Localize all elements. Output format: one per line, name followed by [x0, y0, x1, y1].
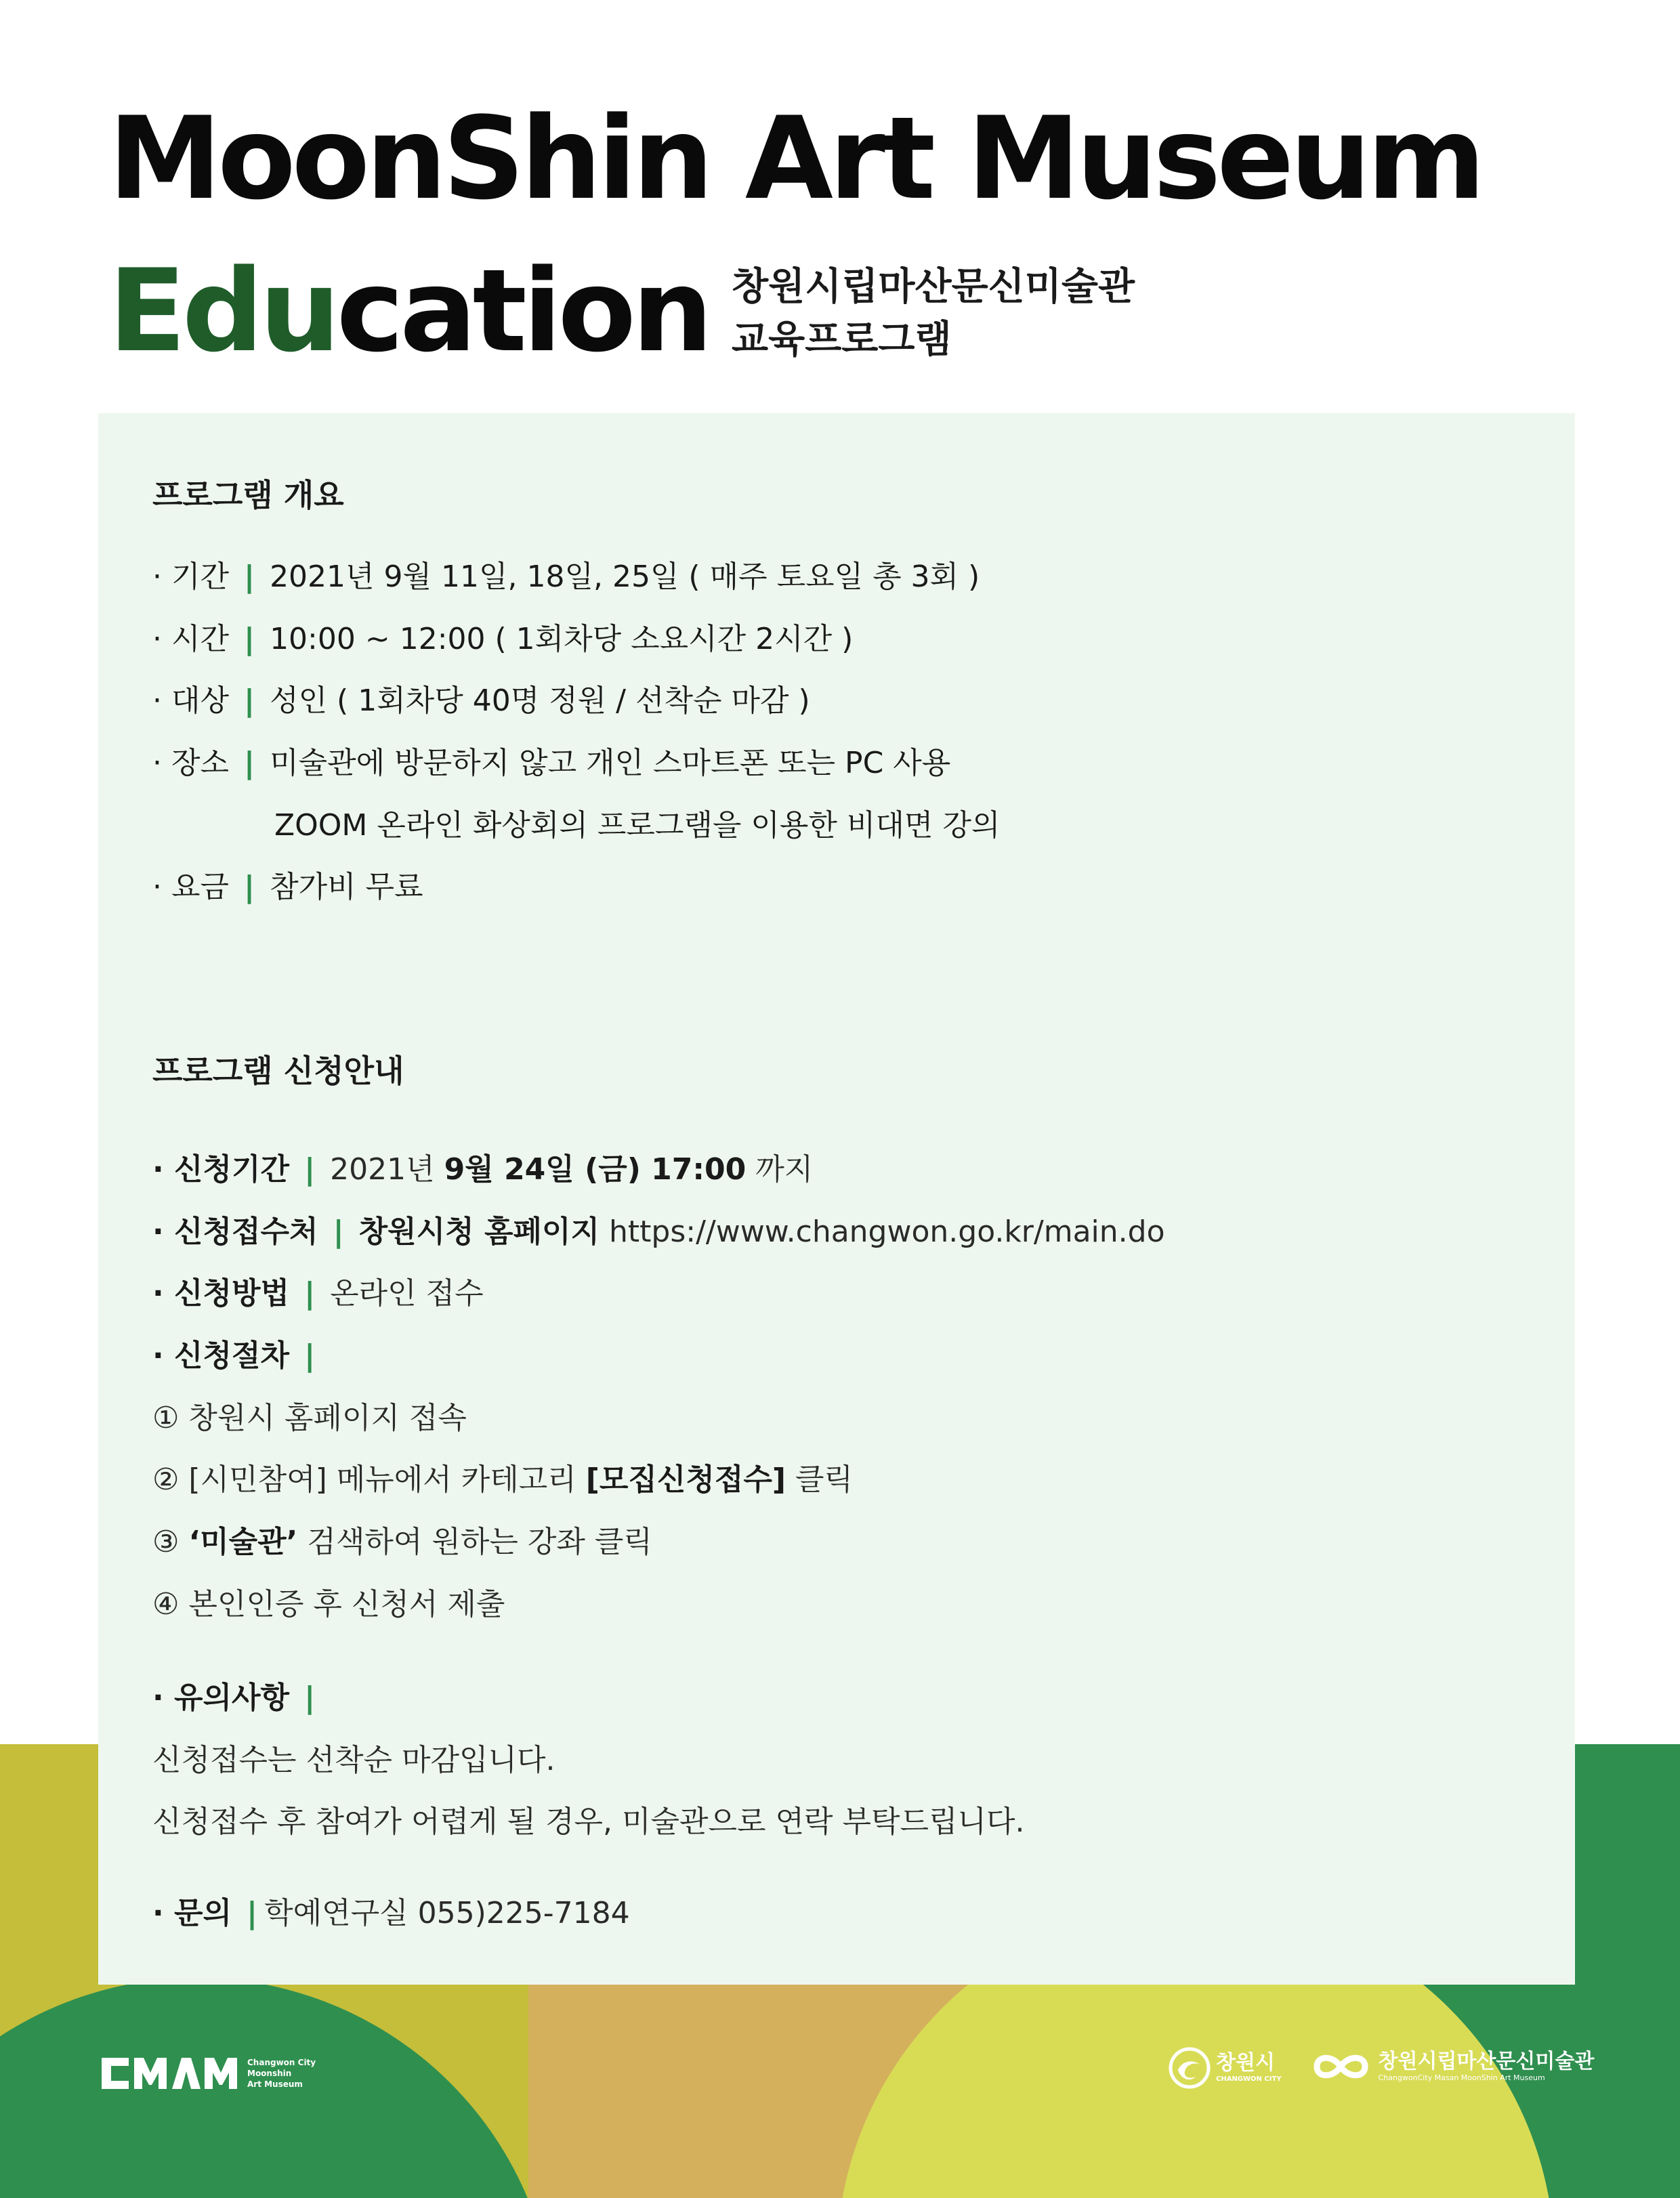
procedure-step-1 — [152, 1393, 467, 1437]
row-label: · 신청접수처 — [152, 1214, 318, 1249]
row-label: · 신청절차 — [152, 1338, 290, 1373]
application-heading: 프로그램 신청안내 — [152, 1053, 404, 1089]
row-separator: | — [304, 1152, 316, 1187]
step-text-end: 검색하여 원하는 강좌 클릭 — [297, 1525, 652, 1559]
row-label: · 문의 — [152, 1896, 232, 1930]
row-value: 10:00 ~ 12:00 ( 1회차당 소요시간 2시간 ) — [270, 622, 854, 656]
info-panel — [98, 413, 1575, 1985]
row-label: · 신청방법 — [152, 1276, 290, 1311]
notes-line-1 — [152, 1735, 555, 1779]
row-separator: | — [243, 622, 255, 656]
logo-text-line: Changwon City — [247, 2058, 316, 2067]
changwon-city-logo — [1169, 2047, 1282, 2089]
row-separator: | — [247, 1896, 258, 1930]
overview-row-target — [152, 676, 810, 719]
contact-row — [152, 1888, 630, 1932]
step-text: ① 창원시 홈페이지 접속 — [152, 1401, 467, 1435]
application-row-reception — [152, 1207, 1165, 1250]
row-value: ZOOM 온라인 화상회의 프로그램을 이용한 비대면 강의 — [274, 808, 1001, 843]
footer-logos — [1169, 2047, 1594, 2089]
procedure-step-4 — [152, 1580, 505, 1623]
row-separator: | — [243, 683, 255, 718]
row-label: · 장소 — [152, 746, 229, 780]
logo-text-line: Art Museum — [247, 2079, 303, 2089]
row-value: 참가비 무료 — [270, 870, 423, 904]
education-title-rest: cation — [336, 245, 709, 377]
cmam-logo-text — [247, 2057, 316, 2090]
procedure-step-2 — [152, 1455, 853, 1498]
application-row-procedure — [152, 1331, 330, 1374]
row-separator: | — [243, 746, 255, 780]
row-separator: | — [304, 1276, 316, 1311]
overview-row-period — [152, 552, 980, 595]
changwon-logo-english: CHANGWON CITY — [1216, 2075, 1282, 2083]
logo-text-line: Moonshin — [247, 2069, 292, 2078]
row-label: · 요금 — [152, 870, 229, 904]
notes-heading-row — [152, 1673, 330, 1716]
period-year: 2021년 — [330, 1152, 435, 1187]
row-separator: | — [243, 559, 255, 594]
notes-line-2 — [152, 1797, 1024, 1840]
row-separator: | — [243, 870, 255, 904]
museum-logo-english: ChangwonCity Masan MoonShin Art Museum — [1378, 2073, 1545, 2082]
row-value: 성인 ( 1회차당 40명 정원 / 선착순 마감 ) — [270, 683, 810, 718]
overview-row-time — [152, 614, 853, 658]
cmam-logo — [102, 2052, 316, 2094]
row-value: 온라인 접수 — [330, 1276, 484, 1311]
korean-subtitle — [732, 261, 1135, 366]
row-value: 2021년 9월 11일, 18일, 25일 ( 매주 토요일 총 3회 ) — [270, 559, 980, 594]
row-separator: | — [304, 1338, 316, 1373]
step-text: ③ — [152, 1525, 189, 1559]
step-highlight: [모집신청접수] — [585, 1462, 786, 1497]
contact-value: 학예연구실 055)225-7184 — [264, 1896, 630, 1930]
row-label: · 대상 — [152, 683, 229, 718]
period-until: 까지 — [755, 1152, 814, 1187]
row-value: 미술관에 방문하지 않고 개인 스마트폰 또는 PC 사용 — [270, 746, 951, 780]
row-separator: | — [333, 1214, 344, 1249]
reception-site-name: 창원시청 홈페이지 — [358, 1214, 600, 1249]
row-label: · 유의사항 — [152, 1681, 290, 1715]
step-text-end: 클릭 — [786, 1462, 854, 1497]
overview-row-fee — [152, 862, 423, 906]
row-separator: | — [304, 1681, 316, 1715]
education-title-accent: Edu — [108, 245, 337, 377]
period-date: 9월 24일 (금) 17:00 — [444, 1152, 747, 1187]
subtitle-line-1: 창원시립마산문신미술관 — [732, 265, 1135, 309]
education-title — [108, 245, 709, 377]
step-text: ④ 본인인증 후 신청서 제출 — [152, 1587, 505, 1622]
note-text: 신청접수 후 참여가 어렵게 될 경우, 미술관으로 연락 부탁드립니다. — [152, 1804, 1025, 1839]
application-row-method — [152, 1269, 484, 1312]
changwon-logo-korean: 창원시 — [1216, 2051, 1275, 2075]
changwon-swirl-icon — [1169, 2047, 1211, 2089]
overview-heading: 프로그램 개요 — [152, 477, 344, 513]
overview-row-place-continued — [274, 801, 1000, 844]
procedure-step-3 — [152, 1517, 652, 1561]
reception-url-link[interactable]: https://www.changwon.go.kr/main.do — [609, 1214, 1165, 1249]
overview-row-place — [152, 738, 950, 782]
subtitle-line-2: 교육프로그램 — [732, 318, 952, 362]
row-label: · 시간 — [152, 622, 229, 656]
moonshin-infinity-icon — [1309, 2047, 1373, 2086]
moonshin-museum-logo — [1309, 2047, 1595, 2086]
row-label: · 기간 — [152, 559, 229, 594]
museum-logo-korean: 창원시립마산문신미술관 — [1378, 2050, 1595, 2073]
cmam-logo-icon — [102, 2052, 240, 2094]
row-label: · 신청기간 — [152, 1152, 290, 1187]
step-text: ② [시민참여] 메뉴에서 카테고리 — [152, 1462, 586, 1497]
page-title: MoonShin Art Museum — [108, 92, 1482, 225]
step-highlight: ‘미술관’ — [188, 1525, 298, 1559]
note-text: 신청접수는 선착순 마감입니다. — [152, 1743, 555, 1777]
application-row-period — [152, 1145, 813, 1188]
